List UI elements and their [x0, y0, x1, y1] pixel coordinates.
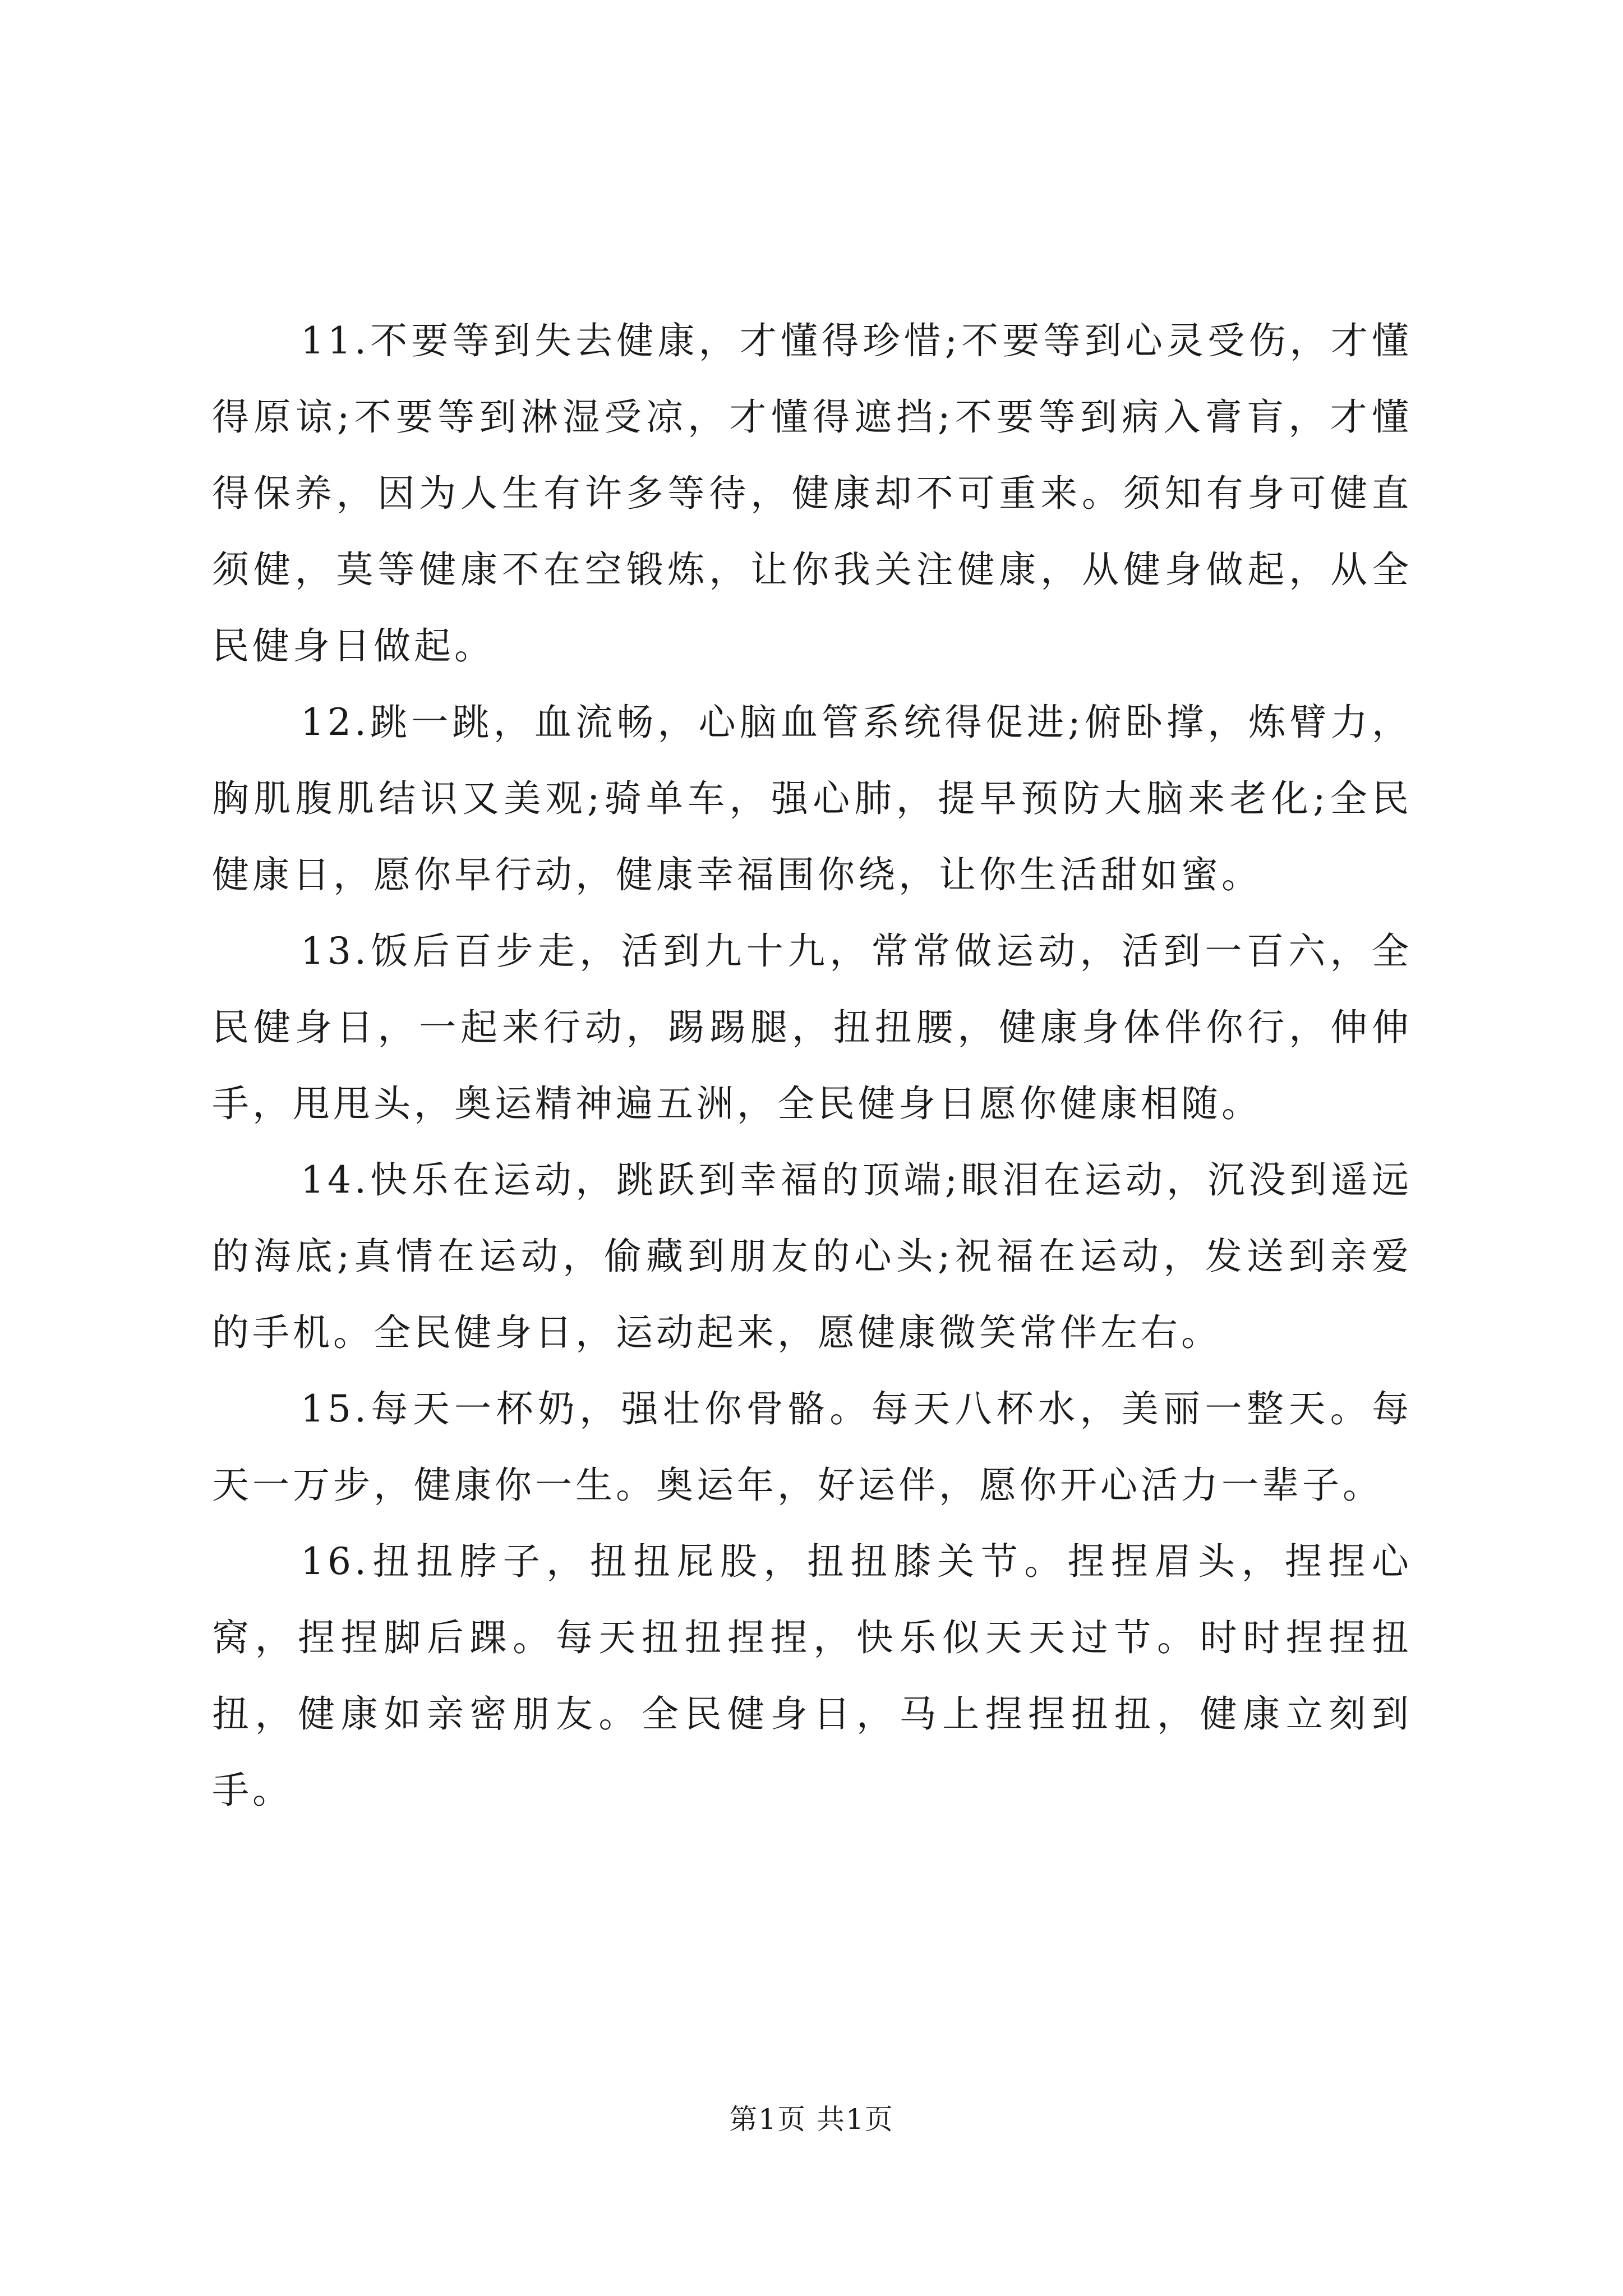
paragraph-12: 12.跳一跳，血流畅，心脑血管系统得促进;俯卧撑，炼臂力，胸肌腹肌结识又美观;骑单车，强心肺，提早预防大脑来老化;全民健康日，愿你早行动，健康幸福围你绕，让你生活甜如蜜。 [212, 701, 1412, 896]
document-body [212, 303, 1412, 1829]
page-footer: 第1页 共1页 [729, 2103, 894, 2136]
paragraph-14: 14.快乐在运动，跳跃到幸福的顶端;眼泪在运动，沉没到遥远的海底;真情在运动，偷藏到朋友的心头;祝福在运动，发送到亲爱的手机。全民健身日，运动起来，愿健康微笑常伴左右。 [212, 1158, 1412, 1354]
paragraph-16: 16.扭扭脖子，扭扭屁股，扭扭膝关节。捏捏眉头，捏捏心窝，捏捏脚后踝。每天扭扭捏捏，快乐似天天过节。时时捏捏扭扭，健康如亲密朋友。全民健身日，马上捏捏扭扭，健康立刻到手。 [212, 1540, 1412, 1812]
paragraph-11: 11.不要等到失去健康，才懂得珍惜;不要等到心灵受伤，才懂得原谅;不要等到淋湿受凉，才懂得遮挡;不要等到病入膏肓，才懂得保养，因为人生有许多等待，健康却不可重来。须知有身可健直须健，莫等健康不在空锻炼，让你我关注健康，从健身做起，从全民健身日做起。 [212, 319, 1412, 668]
paragraph-15: 15.每天一杯奶，强壮你骨骼。每天八杯水，美丽一整天。每天一万步，健康你一生。奥运年，好运伴，愿你开心活力一辈子。 [212, 1387, 1412, 1507]
paragraph-13: 13.饭后百步走，活到九十九，常常做运动，活到一百六，全民健身日，一起来行动，踢踢腿，扭扭腰，健康身体伴你行，伸伸手，甩甩头，奥运精神遍五洲，全民健身日愿你健康相随。 [212, 930, 1412, 1125]
